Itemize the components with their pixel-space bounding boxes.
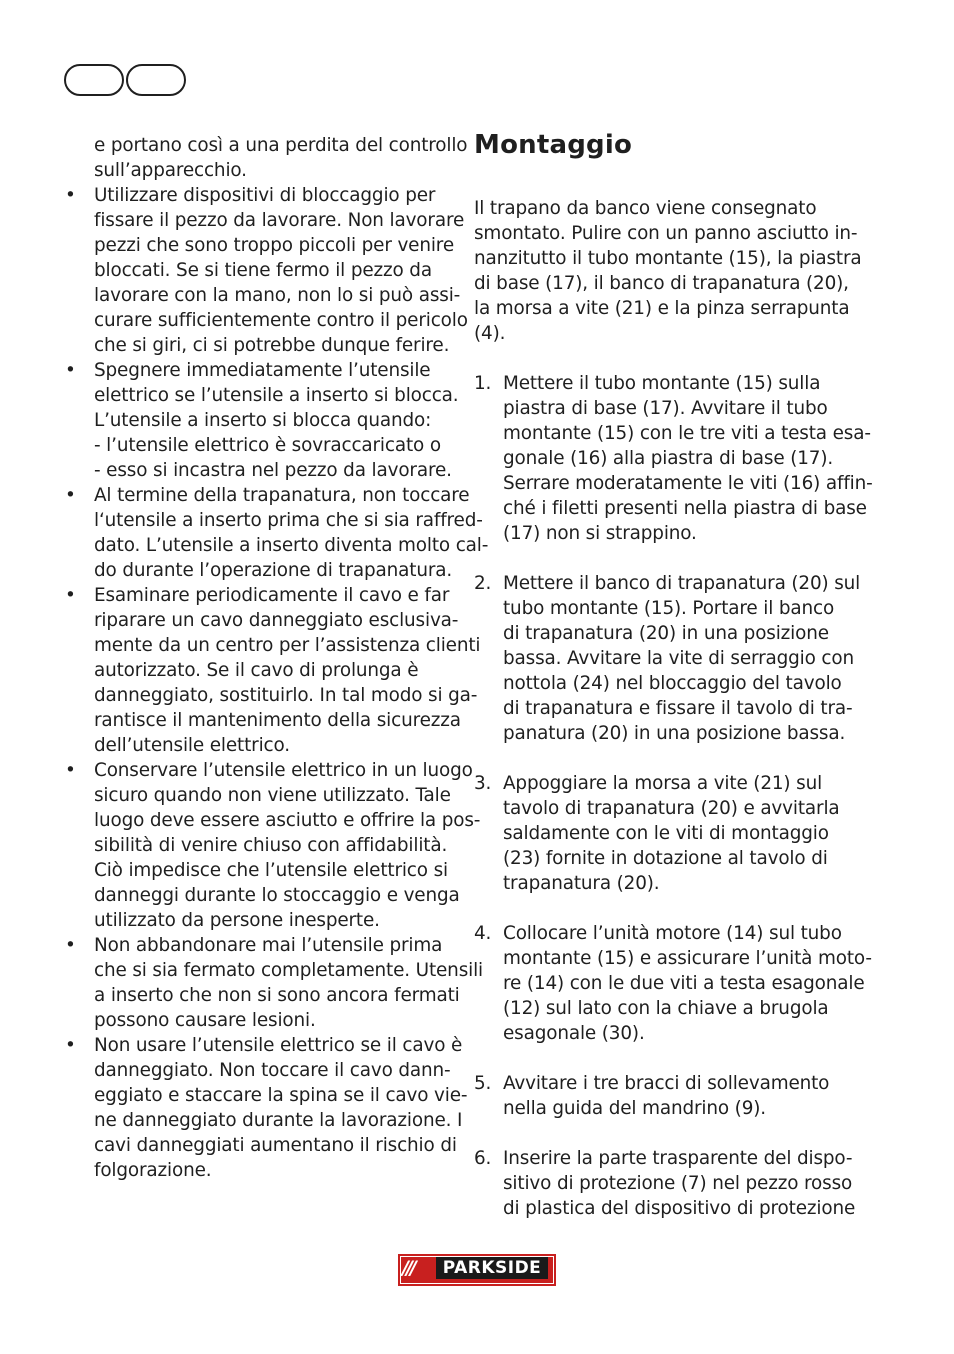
safety-bullet-list (64, 183, 489, 1183)
step-number: 5. (474, 1073, 492, 1094)
logo-slashes: /// (402, 1257, 414, 1279)
bullet-item: • Non abbandonare mai l’utensile prima che si sia fermato completamente. Utensili a inserto che non si sono ancora fermati possono causare lesioni. (64, 933, 454, 1033)
bullet-item: • Al termine della trapanatura, non toccare l‘utensile a inserto prima che si sia raffred- dato. L’utensile a inserto diventa molto cal- do durante l’operazione di trapanatura. (64, 483, 454, 583)
step-number: 4. (474, 923, 492, 944)
assembly-steps (474, 371, 873, 1221)
text-line: sull’apparecchio. (94, 160, 247, 181)
section-heading: Montaggio (474, 130, 633, 160)
step-item: 1. Mettere il tubo montante (15) sulla piastra di base (17). Avvitare il tubo montante (15) con le tre viti a testa esa- gonale (16) alla piastra di base (17). Serrare moderatamente le viti (16) affin- ché i filetti presenti nella piastra di base (17) non si strappino. (474, 373, 873, 544)
step-number: 1. (474, 373, 492, 394)
right-column (474, 130, 873, 1246)
continuation-text (94, 133, 468, 183)
bullet-item: • Utilizzare dispositivi di bloccaggio per fissare il pezzo da lavorare. Non lavorare pezzi che sono troppo piccoli per venire bloccati. Se si tiene fermo il pezzo da lavorare con la mano, non lo si può assi- curare sufficientemente contro il pericolo che si giri, ci si potrebbe dunque ferire. (64, 183, 454, 358)
step-number: 6. (474, 1148, 492, 1169)
language-badge-2 (126, 64, 186, 96)
text-line: e portano così a una perdita del controllo (94, 135, 468, 156)
logo-text: PARKSIDE (436, 1257, 548, 1279)
bullet-item: • Conservare l’utensile elettrico in un luogo sicuro quando non viene utilizzato. Tale luogo deve essere asciutto e offrire la pos- sibilità di venire chiuso con affidabilità. Ciò impedisce che l’utensile elettrico si danneggi durante lo stoccaggio e venga utilizzato da persone inesperte. (64, 758, 454, 933)
step-number: 2. (474, 573, 492, 594)
step-item: 4. Collocare l’unità motore (14) sul tubo montante (15) e assicurare l’unità moto- re (14) con le due viti a testa esagonale (12) sul lato con la chiave a brugola esagonale (30). (474, 923, 872, 1044)
left-column (64, 133, 489, 1183)
language-badges (64, 64, 190, 98)
intro-paragraph: Il trapano da banco viene consegnato smontato. Pulire con un panno asciutto in- nanzitutto il tubo montante (15), la piastra di base (17), il banco di trapanatura (20), la morsa a vite (21) e la pinza serrapunta (4). (474, 198, 862, 344)
bullet-item: • Spegnere immediatamente l’utensile elettrico se l’utensile a inserto si blocca. L’utensile a inserto si blocca quando: - l’utensile elettrico è sovraccaricato o - esso si incastra nel pezzo da lavorare. (64, 358, 454, 483)
step-item: 5. Avvitare i tre bracci di sollevamento nella guida del mandrino (9). (474, 1073, 830, 1119)
bullet-item: • Esaminare periodicamente il cavo e far riparare un cavo danneggiato esclusiva- mente da un centro per l’assistenza clienti autorizzato. Se il cavo di prolunga è danneggiato, sostituirlo. In tal modo si ga- rantisce il mantenimento della sicurezza dell’utensile elettrico. (64, 583, 454, 758)
step-item: 2. Mettere il banco di trapanatura (20) sul tubo montante (15). Portare il banco di trapanatura (20) in una posizione bassa. Avvitare la vite di serraggio con nottola (24) nel bloccaggio del tavolo di trapanatura e fissare il tavolo di tra- panatura (20) in una posizione bassa. (474, 573, 861, 744)
step-number: 3. (474, 773, 492, 794)
step-item: 3. Appoggiare la morsa a vite (21) sul tavolo di trapanatura (20) e avvitarla saldamente con le viti di montaggio (23) fornite in dotazione al tavolo di trapanatura (20). (474, 773, 840, 894)
bullet-item: • Non usare l’utensile elettrico se il cavo è danneggiato. Non toccare il cavo dann- eggiato e staccare la spina se il cavo vie- ne danneggiato durante la lavorazione. I cavi danneggiati aumentano il rischio di folgorazione. (64, 1033, 454, 1183)
parkside-logo (398, 1254, 556, 1286)
step-item: 6. Inserire la parte trasparente del dispo- sitivo di protezione (7) nel pezzo rosso di plastica del dispositivo di protezione (474, 1148, 856, 1219)
language-badge-1 (64, 64, 124, 96)
